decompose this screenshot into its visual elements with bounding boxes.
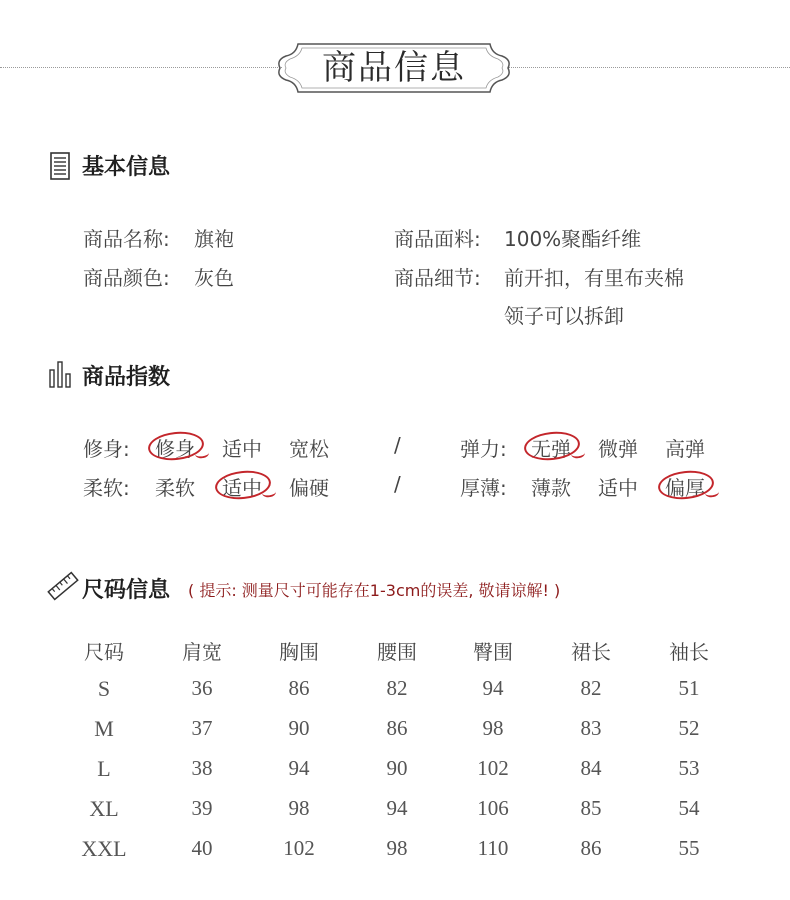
soft-label: 柔软: xyxy=(83,476,130,500)
table-cell: 86 xyxy=(580,836,602,860)
elastic-option-high: 高弹 xyxy=(665,437,705,461)
size-hint: ( 提示: 测量尺寸可能存在1-3cm的误差, 敬请谅解! ) xyxy=(188,581,561,600)
document-list-icon xyxy=(50,152,70,184)
table-cell: 98 xyxy=(288,796,310,820)
table-cell: 51 xyxy=(678,676,700,700)
table-cell: 102 xyxy=(477,756,509,780)
color-value: 灰色 xyxy=(194,266,234,290)
table-cell: 90 xyxy=(288,716,310,740)
elastic-option-none: 无弹 xyxy=(531,437,571,461)
bar-chart-icon xyxy=(49,360,73,392)
table-cell: 110 xyxy=(477,836,509,860)
elastic-option-slight: 微弹 xyxy=(598,437,638,461)
table-cell: 39 xyxy=(191,796,213,820)
fabric-value: 100%聚酯纤维 xyxy=(504,227,642,251)
table-cell: 52 xyxy=(678,716,700,740)
size-info-title: 尺码信息 xyxy=(82,578,171,603)
detail-label: 商品细节: xyxy=(394,266,481,290)
table-cell: 98 xyxy=(386,836,408,860)
color-label: 商品颜色: xyxy=(83,266,170,290)
soft-option-soft: 柔软 xyxy=(155,476,195,500)
table-cell: 82 xyxy=(386,676,408,700)
size-header-waist: 腰围 xyxy=(377,640,417,664)
table-cell: 98 xyxy=(482,716,504,740)
banner-divider-left xyxy=(0,67,282,68)
table-cell: 85 xyxy=(580,796,602,820)
thick-option-thin: 薄款 xyxy=(531,476,571,500)
table-cell: 102 xyxy=(283,836,315,860)
table-cell: 83 xyxy=(580,716,602,740)
size-header-shoulder: 肩宽 xyxy=(182,640,222,664)
table-cell: 36 xyxy=(191,676,213,700)
size-header-skirt-length: 裙长 xyxy=(571,640,611,664)
thick-option-medium: 适中 xyxy=(598,476,638,500)
table-cell: 53 xyxy=(678,756,700,780)
fit-label: 修身: xyxy=(83,437,130,461)
fit-option-loose: 宽松 xyxy=(289,437,329,461)
table-cell: 94 xyxy=(386,796,408,820)
table-cell: 106 xyxy=(477,796,509,820)
thick-option-thick: 偏厚 xyxy=(665,476,705,500)
table-cell: 94 xyxy=(288,756,310,780)
table-cell: 86 xyxy=(386,716,408,740)
index-title: 商品指数 xyxy=(82,365,171,390)
soft-option-medium: 适中 xyxy=(222,476,262,500)
name-value: 旗袍 xyxy=(194,227,234,251)
size-header-sleeve-length: 袖长 xyxy=(669,640,709,664)
basic-info-title: 基本信息 xyxy=(82,155,171,180)
thick-label: 厚薄: xyxy=(460,476,507,500)
index-separator: / xyxy=(394,433,401,457)
size-header-hip: 臀围 xyxy=(473,640,513,664)
detail-value-1: 前开扣，有里布夹棉 xyxy=(504,266,684,290)
page-title: 商品信息 xyxy=(322,48,466,88)
table-cell: 38 xyxy=(191,756,213,780)
table-cell: 82 xyxy=(580,676,602,700)
table-cell: M xyxy=(94,716,114,741)
table-cell: XXL xyxy=(81,836,127,861)
table-cell: S xyxy=(97,676,111,701)
ruler-icon xyxy=(47,570,79,606)
fabric-label: 商品面料: xyxy=(394,227,481,251)
elastic-label: 弹力: xyxy=(460,437,507,461)
soft-option-hard: 偏硬 xyxy=(289,476,329,500)
table-cell: 55 xyxy=(678,836,700,860)
fit-option-medium: 适中 xyxy=(222,437,262,461)
size-header-chest: 胸围 xyxy=(279,640,319,664)
table-cell: 94 xyxy=(482,676,504,700)
table-cell: 54 xyxy=(678,796,700,820)
table-cell: XL xyxy=(89,796,119,821)
detail-value-2: 领子可以拆卸 xyxy=(504,304,624,328)
name-label: 商品名称: xyxy=(83,227,170,251)
banner-divider-right xyxy=(508,67,790,68)
size-header-size: 尺码 xyxy=(84,640,124,664)
fit-option-slim: 修身 xyxy=(155,437,195,461)
table-cell: 40 xyxy=(191,836,213,860)
page-banner xyxy=(276,42,512,94)
table-cell: 37 xyxy=(191,716,213,740)
table-cell: 84 xyxy=(580,756,602,780)
index-separator-2: / xyxy=(394,472,401,496)
table-cell: 86 xyxy=(288,676,310,700)
table-cell: L xyxy=(97,756,111,781)
table-cell: 90 xyxy=(386,756,408,780)
